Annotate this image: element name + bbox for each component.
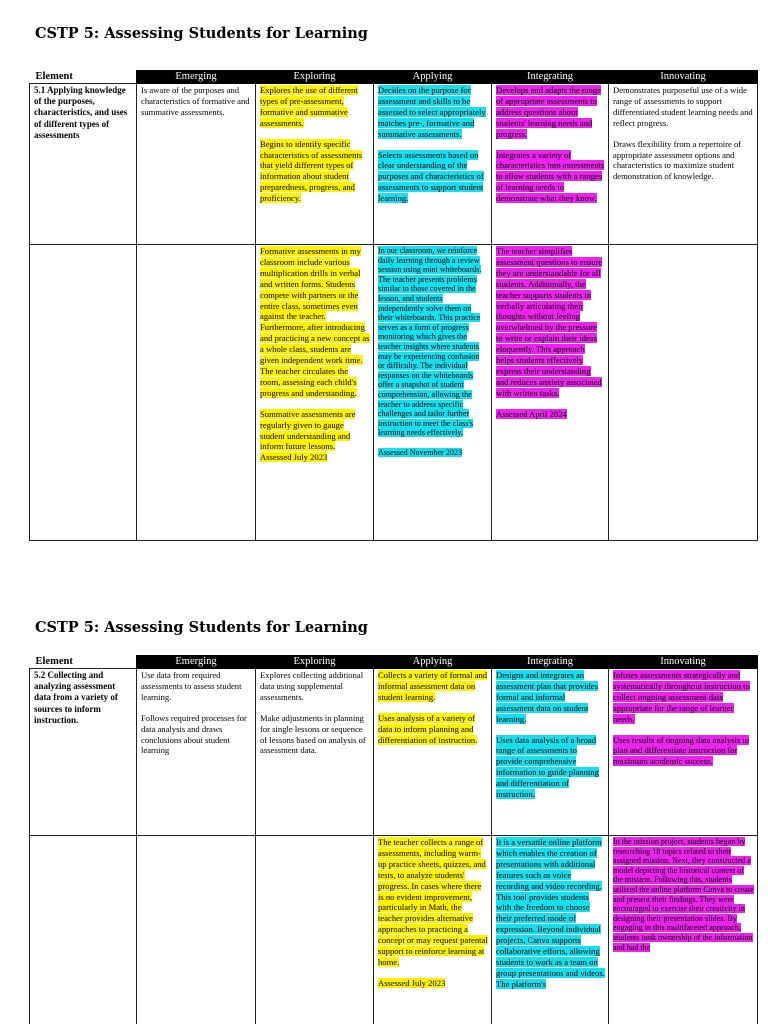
- descriptor-text: Explores the use of different types of pre-assessment, formative and summative assessments.: [260, 85, 358, 128]
- descriptor-text: Draws flexibility from a repertoire of appropriate assessment options and characteristics to maximize student demonstration of knowledge.: [613, 138, 742, 182]
- descriptor-text: Collects a variety of formal and informal assessment data on student learning.: [378, 670, 488, 702]
- descriptor-text: Decides on the purpose for assessment and skills to be assessed to select appropriately matches pre-, formative and summative assessments.: [378, 85, 486, 139]
- level-header-applying: Applying: [374, 656, 492, 669]
- applying-descriptor-cell: [374, 84, 492, 245]
- applying-evidence-cell: [374, 836, 492, 1024]
- descriptor-text: Make adjustments in planning for single lessons or sequence of lessons based on analysis of assessment data.: [260, 712, 366, 756]
- descriptor-row: [30, 669, 758, 836]
- level-header-emerging: Emerging: [137, 71, 256, 84]
- descriptor-text: Follows required processes for data analysis and draws conclusions about student learning: [141, 712, 247, 756]
- descriptor-text: Begins to identify specific characteristics of assessments that yield different types of information about student preparedness, progress, and proficiency.: [260, 138, 363, 204]
- descriptor-text: Use data from required assessments to assess student learning.: [141, 670, 242, 702]
- exploring-descriptor-cell: [256, 669, 374, 836]
- descriptor-text: Designs and integrates an assessment plan that provides formal and informal assessment data on student learning.: [496, 670, 598, 724]
- element-column-header: Element: [30, 656, 137, 669]
- level-header-exploring: Exploring: [256, 656, 374, 669]
- evidence-text: In our classroom, we reinforce daily learning through a review session using mini whiteboards. The teacher presents problems similar to those covered in the lesson, and students independently solve them on their whiteboards. This practice serves as a form of progress monitoring which gives the teacher insights where students may be experiencing confusion or difficulty. The individual responses on the whiteboards offer a snapshot of student comprehension, allowing the teacher to address specific challenges and tailor further instruction to meet the class's learning needs effectively.: [378, 246, 482, 438]
- level-header-emerging: Emerging: [137, 656, 256, 669]
- descriptor-text: Selects assessments based on clear understanding of the purposes and characteristics of assessments to support student learning.: [378, 149, 484, 204]
- exploring-evidence-cell: [256, 245, 374, 541]
- evidence-text: It is a versatile online platform which enables the creation of presentations with additional features such as voice recording and video recording. This tool provides students with the freedom to choose their preferred mode of expression. Beyond individual projects, Canva supports collaborative efforts, allowing students to work as a team on group presentations and videos. The platform's: [496, 837, 605, 989]
- level-header-integrating: Integrating: [492, 71, 609, 84]
- applying-descriptor-cell: [374, 669, 492, 836]
- element-label: 5.1 Applying knowledge of the purposes, characteristics, and uses of different types of assessments: [34, 85, 128, 140]
- descriptor-text: Integrates a variety of characteristics into assessments to allow students with a ranges of learning needs to demonstrate what they know.: [496, 149, 605, 204]
- level-header-exploring: Exploring: [256, 71, 374, 84]
- descriptor-text: Demonstrates purposeful use of a wide range of assessments to support differentiated student learning needs and reflect progress.: [613, 85, 753, 128]
- evidence-row: [30, 836, 758, 1024]
- exploring-descriptor-cell: [256, 84, 374, 245]
- rubric-table-5-1: [29, 70, 758, 541]
- exploring-evidence-cell: [256, 836, 374, 1024]
- integrating-evidence-cell: [492, 245, 609, 541]
- element-label-cell: [30, 84, 137, 245]
- descriptor-text: Infuses assessments strategically and systematically throughout instruction to collect ongoing assessment data appropriate for the range of learner needs.: [613, 670, 750, 724]
- emerging-evidence-cell: [137, 245, 256, 541]
- assessed-date: Assessed November 2023: [378, 447, 463, 457]
- descriptor-text: Uses analysis of a variety of data to inform planning and differentiation of instruction.: [378, 712, 478, 745]
- descriptor-text: Explores collecting additional data using supplemental assessments.: [260, 670, 364, 702]
- emerging-descriptor-cell: [137, 84, 256, 245]
- descriptor-text: Uses data analysis of a broad range of assessments to provide comprehensive information to guide planning and differentiation of instruction.: [496, 734, 599, 800]
- assessed-date: Assessed July 2023: [260, 452, 328, 463]
- rubric-table-5-2: [29, 655, 758, 1024]
- element-column-header: Element: [30, 71, 137, 84]
- descriptor-text: Develops and adapts the range of appropriate assessments to address questions about students' learning needs and progress.: [496, 85, 601, 139]
- element-empty-cell: [30, 836, 137, 1024]
- level-header-applying: Applying: [374, 71, 492, 84]
- emerging-descriptor-cell: [137, 669, 256, 836]
- element-empty-cell: [30, 245, 137, 541]
- descriptor-row: [30, 84, 758, 245]
- evidence-text: In the mission project, students began by researching 18 topics related to their assigned mission. Next, they constructed a model depicting the historical context of the mission. Following this, students utilized the online platform Canva to create and present their findings. They were encouraged to exercise their creativity in designing their presentation slides. By engaging in this multifaceted approach, students took ownership of the information and had the: [613, 837, 754, 952]
- assessed-date: Assessed July 2023: [378, 977, 446, 988]
- table-header-row: [30, 656, 758, 669]
- emerging-evidence-cell: [137, 836, 256, 1024]
- integrating-descriptor-cell: [492, 84, 609, 245]
- evidence-text: Summative assessments are regularly given to gauge student understanding and inform future lessons.: [260, 408, 356, 452]
- level-header-innovating: Innovating: [609, 71, 758, 84]
- descriptor-text: Is aware of the purposes and characteristics of formative and summative assessments.: [141, 85, 250, 117]
- innovating-evidence-cell: [609, 836, 758, 1024]
- evidence-text: Formative assessments in my classroom include various multiplication drills in verbal and written forms. Students compete with partners or the entire class, sometimes even against the teacher. Furthermore, after introducing and practicing a new concept as a whole class, students are given independent work time. The teacher circulates the room, assessing each child's progress and understanding.: [260, 246, 370, 398]
- element-label-cell: [30, 669, 137, 836]
- evidence-row: [30, 245, 758, 541]
- integrating-evidence-cell: [492, 836, 609, 1024]
- level-header-integrating: Integrating: [492, 656, 609, 669]
- table-header-row: [30, 71, 758, 84]
- applying-evidence-cell: [374, 245, 492, 541]
- page-title: CSTP 5: Assessing Students for Learning: [35, 25, 368, 42]
- innovating-evidence-cell: [609, 245, 758, 541]
- element-label: 5.2 Collecting and analyzing assessment data from a variety of sources to inform instruction.: [34, 670, 118, 725]
- innovating-descriptor-cell: [609, 669, 758, 836]
- page-title: CSTP 5: Assessing Students for Learning: [35, 619, 368, 636]
- evidence-text: The teacher collects a range of assessments, including warm-up practice sheets, quizzes, and tests, to analyze students' progress. In cases where there is no evident improvement, particularly in Math, the teacher provides alternative approaches to practicing a concept or may request parental support to reinforce learning at home.: [378, 837, 488, 967]
- integrating-descriptor-cell: [492, 669, 609, 836]
- assessed-date: Assessed April 2024: [496, 408, 567, 419]
- level-header-innovating: Innovating: [609, 656, 758, 669]
- descriptor-text: Uses results of ongoing data analysis to plan and differentiate instruction for maximum academic success.: [613, 734, 750, 767]
- innovating-descriptor-cell: [609, 84, 758, 245]
- evidence-text: The teacher simplifies assessment questions to ensure they are understandable for all students. Additionally, the teacher supports students in verbally articulating their thoughts without feeling overwhelmed by the pressure to write or explain their ideas eloquently. This approach helps students effectively express their understanding and reduces anxiety associated with written tasks.: [496, 246, 603, 398]
